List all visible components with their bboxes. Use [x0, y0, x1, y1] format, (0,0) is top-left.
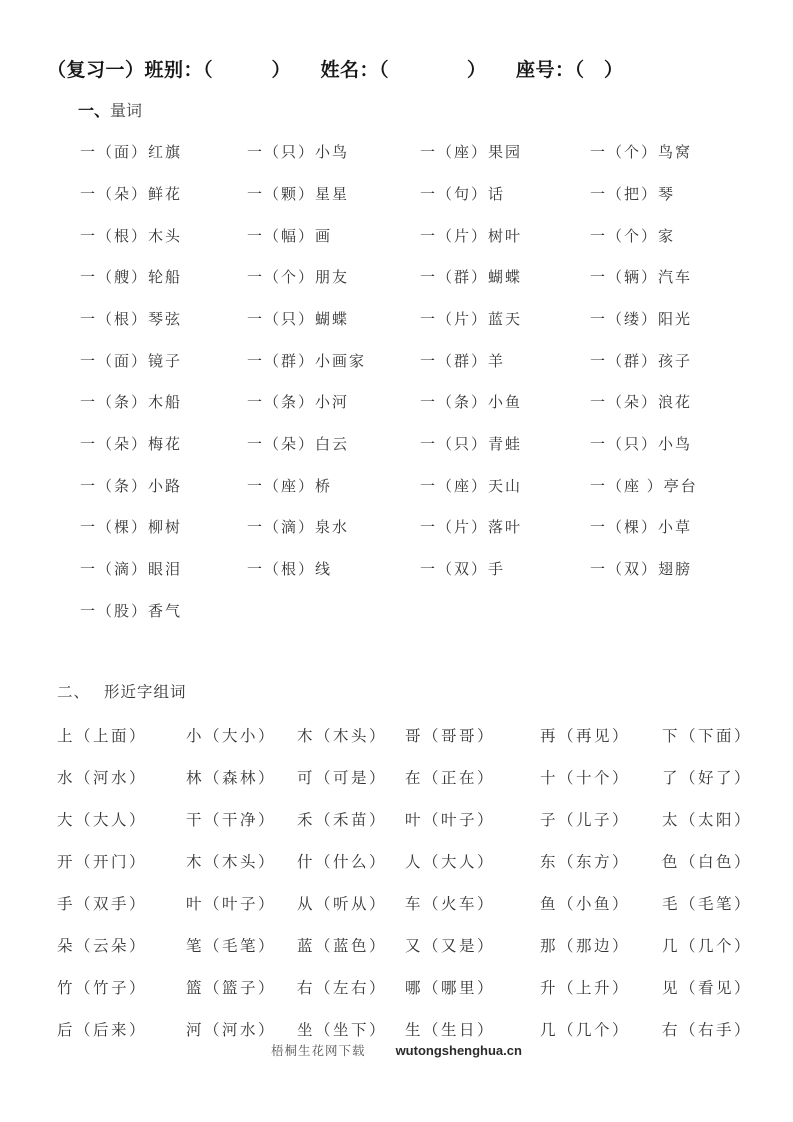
footer-site-url: wutongshenghua.cn [395, 1042, 522, 1058]
section1-heading [78, 98, 142, 121]
phrase-item: 一（个）家 [590, 228, 676, 245]
phrase-item: 一（朵）浪花 [590, 395, 693, 412]
phrase-item: 一（朵）梅花 [80, 436, 183, 453]
phrase-item: 几（几个） [662, 938, 753, 955]
phrase-item: 叶（叶子） [186, 896, 277, 913]
phrase-item: 一（颗）星星 [247, 186, 350, 203]
phrase-item: 一（股）香气 [80, 603, 183, 620]
phrase-item: 一（棵）小草 [590, 520, 693, 537]
phrase-item: 一（朵）白云 [247, 436, 350, 453]
phrase-item: 一（幅）画 [247, 228, 333, 245]
phrase-item: 上（上面） [57, 728, 148, 745]
phrase-item: 篮（篮子） [186, 980, 277, 997]
section1-label: 量词 [110, 103, 143, 120]
phrase-item: 一（个）鸟窝 [590, 145, 693, 162]
phrase-item: 右（右手） [662, 1022, 753, 1039]
phrase-item: 木（木头） [297, 728, 388, 745]
phrase-item: 见（看见） [662, 980, 753, 997]
phrase-item: 禾（禾苗） [297, 812, 388, 829]
phrase-item: 一（根）琴弦 [80, 311, 183, 328]
phrase-item: 从（听从） [297, 896, 388, 913]
phrase-item: 一（条）小鱼 [420, 395, 523, 412]
page-footer [0, 1041, 793, 1059]
phrase-item: 再（再见） [540, 728, 631, 745]
phrase-item: 在（正在） [405, 770, 496, 787]
phrase-item: 什（什么） [297, 854, 388, 871]
phrase-item: 竹（竹子） [57, 980, 148, 997]
phrase-item: 水（河水） [57, 770, 148, 787]
phrase-item: 一（座）桥 [247, 478, 333, 495]
phrase-item: 一（个）朋友 [247, 270, 350, 287]
phrase-item: 一（座）天山 [420, 478, 523, 495]
phrase-item: 一（片）落叶 [420, 520, 523, 537]
phrase-item: 一（滴）泉水 [247, 520, 350, 537]
similar-characters-grid [57, 714, 790, 1050]
phrase-item: 哪（哪里） [405, 980, 496, 997]
phrase-item: 人（大人） [405, 854, 496, 871]
phrase-item: 河（河水） [186, 1022, 277, 1039]
section2-label: 形近字组词 [104, 684, 187, 701]
phrase-item: 一（辆）汽车 [590, 270, 693, 287]
worksheet-title-line: （复习一）班别：（ ） 姓名：（ ） 座号：（ ） [47, 60, 624, 81]
footer-site-name: 梧桐生花网下载 [271, 1044, 366, 1058]
phrase-item: 那（那边） [540, 938, 631, 955]
phrase-item: 一（条）小路 [80, 478, 183, 495]
phrase-item: 后（后来） [57, 1022, 148, 1039]
phrase-item: 哥（哥哥） [405, 728, 496, 745]
phrase-item: 右（左右） [297, 980, 388, 997]
measure-words-grid [80, 131, 755, 631]
phrase-item: 又（又是） [405, 938, 496, 955]
phrase-item: 东（东方） [540, 854, 631, 871]
phrase-item: 一（条）小河 [247, 395, 350, 412]
phrase-item: 一（句）话 [420, 186, 506, 203]
phrase-item: 一（只）小鸟 [590, 436, 693, 453]
phrase-item: 生（生日） [405, 1022, 496, 1039]
phrase-item: 一（棵）柳树 [80, 520, 183, 537]
section2-heading [57, 680, 187, 702]
phrase-item: 子（儿子） [540, 812, 631, 829]
phrase-item: 一（群）蝴蝶 [420, 270, 523, 287]
phrase-item: 坐（坐下） [297, 1022, 388, 1039]
phrase-item: 十（十个） [540, 770, 631, 787]
phrase-item: 小（大小） [186, 728, 277, 745]
phrase-item: 手（双手） [57, 896, 148, 913]
phrase-item: 一（滴）眼泪 [80, 561, 183, 578]
phrase-item: 一（只）青蛙 [420, 436, 523, 453]
phrase-item: 木（木头） [186, 854, 277, 871]
phrase-item: 车（火车） [405, 896, 496, 913]
phrase-item: 一（只）蝴蝶 [247, 311, 350, 328]
phrase-item: 太（太阳） [662, 812, 753, 829]
section2-number: 二、 [57, 684, 91, 701]
phrase-item: 了（好了） [662, 770, 753, 787]
phrase-item: 一（缕）阳光 [590, 311, 693, 328]
phrase-item: 色（白色） [662, 854, 753, 871]
phrase-item: 一（艘）轮船 [80, 270, 183, 287]
phrase-item: 叶（叶子） [405, 812, 496, 829]
section1-number: 一、 [78, 103, 111, 120]
phrase-item: 一（根）线 [247, 561, 333, 578]
phrase-item: 一（群）孩子 [590, 353, 693, 370]
phrase-item: 一（群）小画家 [247, 353, 367, 370]
phrase-item: 一（面）镜子 [80, 353, 183, 370]
phrase-item: 一（把）琴 [590, 186, 676, 203]
phrase-item: 一（座 ）亭台 [590, 478, 698, 495]
phrase-item: 朵（云朵） [57, 938, 148, 955]
phrase-item: 干（干净） [186, 812, 277, 829]
phrase-item: 一（朵）鲜花 [80, 186, 183, 203]
phrase-item: 一（群）羊 [420, 353, 506, 370]
phrase-item: 鱼（小鱼） [540, 896, 631, 913]
phrase-item: 一（面）红旗 [80, 145, 183, 162]
phrase-item: 一（片）树叶 [420, 228, 523, 245]
phrase-item: 毛（毛笔） [662, 896, 753, 913]
phrase-item: 一（座）果园 [420, 145, 523, 162]
phrase-item: 一（条）木船 [80, 395, 183, 412]
phrase-item: 大（大人） [57, 812, 148, 829]
phrase-item: 一（片）蓝天 [420, 311, 523, 328]
phrase-item: 笔（毛笔） [186, 938, 277, 955]
phrase-item: 几（几个） [540, 1022, 631, 1039]
phrase-item: 下（下面） [662, 728, 753, 745]
phrase-item: 一（根）木头 [80, 228, 183, 245]
phrase-item: 升（上升） [540, 980, 631, 997]
phrase-item: 可（可是） [297, 770, 388, 787]
phrase-item: 林（森林） [186, 770, 277, 787]
phrase-item: 一（双）手 [420, 561, 506, 578]
phrase-item: 蓝（蓝色） [297, 938, 388, 955]
phrase-item: 一（只）小鸟 [247, 145, 350, 162]
phrase-item: 开（开门） [57, 854, 148, 871]
phrase-item: 一（双）翅膀 [590, 561, 693, 578]
